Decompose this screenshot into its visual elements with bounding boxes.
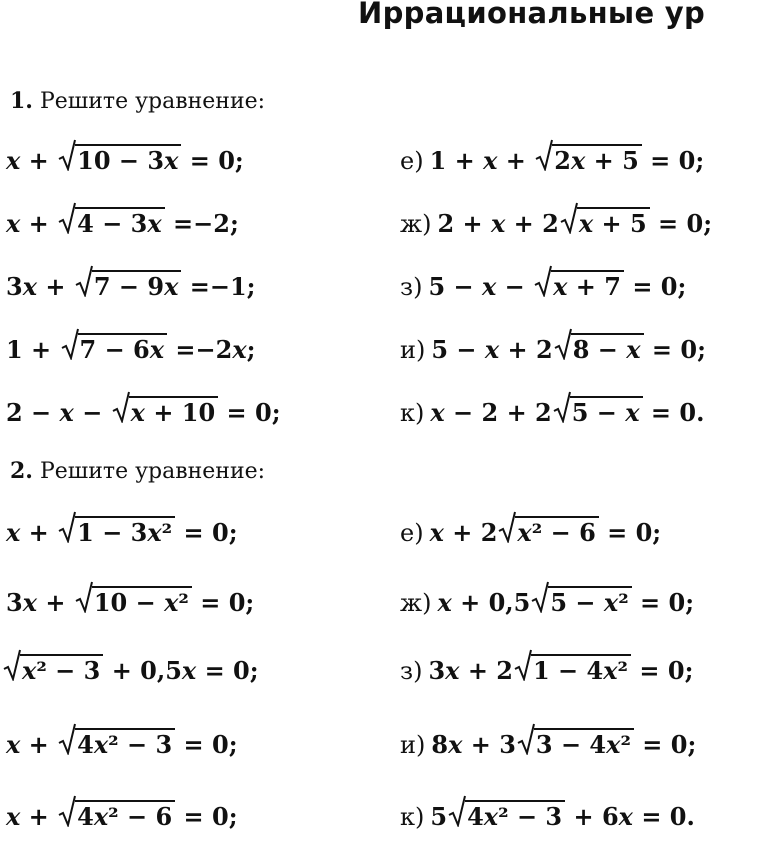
- item-label: з): [400, 273, 423, 301]
- section-1-heading: [10, 88, 265, 114]
- radicand: 5 − x: [570, 396, 643, 425]
- eq-pre: 5 − x + 2: [431, 335, 553, 364]
- eq-post: = 0;: [175, 730, 238, 759]
- section-2-heading-text: Решите уравнение:: [39, 459, 266, 484]
- radicand: 3 − 4x²: [534, 728, 634, 757]
- radical: [534, 273, 624, 299]
- section-1-heading-text: Решите уравнение:: [39, 89, 266, 114]
- item-label: е): [400, 519, 424, 547]
- eq-pre: x +: [6, 802, 58, 831]
- radical-sign-icon: [554, 328, 572, 360]
- radicand: 4x² − 3: [465, 800, 565, 829]
- radical: [553, 399, 643, 425]
- eq-post: = 0;: [641, 146, 705, 175]
- radical: [531, 589, 631, 615]
- radical-sign-icon: [58, 795, 76, 827]
- eq-pre: 1 + x +: [429, 146, 535, 175]
- eq-post: = 0;: [643, 335, 706, 364]
- radical: [61, 336, 168, 362]
- item-label: и): [400, 336, 426, 364]
- eq-pre: x +: [6, 209, 58, 238]
- eq-post: = 0;: [631, 656, 694, 685]
- radical-sign-icon: [3, 649, 21, 681]
- radicand: x + 7: [551, 270, 624, 299]
- radical: [517, 731, 634, 757]
- eq-pre: 3x + 2: [428, 656, 513, 685]
- radical-sign-icon: [534, 265, 552, 297]
- radicand: 1 − 3x²: [75, 516, 175, 545]
- item-label: з): [400, 657, 423, 685]
- radical: [560, 210, 650, 236]
- equation-2b: [6, 589, 254, 615]
- radical-sign-icon: [61, 328, 79, 360]
- radicand: 1 − 4x²: [531, 654, 631, 683]
- equation-1-ye: [400, 147, 704, 173]
- radicand: 4x² − 6: [75, 800, 175, 829]
- radical-sign-icon: [560, 202, 578, 234]
- radicand: 10 − x²: [92, 586, 192, 615]
- eq-post: = 0;: [649, 209, 713, 238]
- page-title: Иррациональные ур: [358, 0, 706, 30]
- radical-sign-icon: [75, 581, 93, 613]
- eq-post: = 0.: [642, 398, 705, 427]
- eq-post: = 0;: [598, 518, 662, 547]
- eq-post: =−2;: [164, 209, 239, 238]
- radical: [58, 210, 165, 236]
- eq-post: = 0;: [633, 730, 697, 759]
- section-2-heading: [10, 458, 265, 484]
- radical: [554, 336, 644, 362]
- item-label: е): [400, 147, 424, 175]
- radicand: x + 5: [577, 207, 650, 236]
- equation-2-ye: [400, 519, 661, 545]
- equation-1-zh: [400, 210, 712, 236]
- radicand: 7 − 9x: [92, 270, 182, 299]
- radical: [514, 657, 631, 683]
- radical-sign-icon: [58, 202, 76, 234]
- equation-2-k: [400, 803, 695, 829]
- equation-1-k: [400, 399, 704, 425]
- radical: [448, 803, 565, 829]
- equation-1c: [6, 273, 256, 299]
- equation-2-i: [400, 731, 696, 757]
- radical-sign-icon: [514, 649, 532, 681]
- radical: [3, 657, 103, 683]
- eq-post: = 0;: [175, 518, 238, 547]
- radical-sign-icon: [58, 723, 76, 755]
- item-label: к): [400, 803, 425, 831]
- radical-sign-icon: [535, 139, 553, 171]
- eq-pre: 2 − x −: [6, 398, 111, 427]
- eq-post: = 0;: [181, 146, 244, 175]
- eq-pre: 5 − x −: [428, 272, 534, 301]
- radicand: 4 − 3x: [75, 207, 165, 236]
- equation-1d: [6, 336, 256, 362]
- equation-2c: [2, 657, 259, 683]
- radicand: 5 − x²: [548, 586, 631, 615]
- eq-pre: 2 + x + 2: [437, 209, 559, 238]
- radical-sign-icon: [58, 511, 76, 543]
- eq-post: = 0;: [631, 588, 695, 617]
- eq-post: + 0,5x = 0;: [103, 656, 259, 685]
- eq-post: = 0;: [218, 398, 281, 427]
- eq-post: = 0;: [175, 802, 238, 831]
- eq-pre: x − 2 + 2: [430, 398, 552, 427]
- eq-pre: 3x +: [6, 272, 74, 301]
- equation-1-z: [400, 273, 686, 299]
- eq-pre: 3x +: [6, 588, 74, 617]
- section-1-number: 1.: [10, 88, 33, 114]
- radicand: 7 − 6x: [78, 333, 168, 362]
- radical-sign-icon: [498, 511, 516, 543]
- item-label: ж): [400, 210, 432, 238]
- eq-pre: x +: [6, 730, 58, 759]
- radical: [58, 731, 175, 757]
- radical-sign-icon: [448, 795, 466, 827]
- radical: [535, 147, 642, 173]
- item-label: к): [400, 399, 425, 427]
- radicand: x² − 3: [20, 654, 103, 683]
- radical: [75, 589, 192, 615]
- item-label: и): [400, 731, 426, 759]
- equation-2-zh: [400, 589, 694, 615]
- eq-pre: 8x + 3: [431, 730, 516, 759]
- eq-post: =−1;: [181, 272, 256, 301]
- radical: [58, 803, 175, 829]
- eq-pre: x + 0,5: [437, 588, 531, 617]
- section-2-number: 2.: [10, 458, 33, 484]
- radicand: x² − 6: [515, 516, 598, 545]
- eq-pre: 1 +: [6, 335, 60, 364]
- radical: [498, 519, 598, 545]
- radical-sign-icon: [531, 581, 549, 613]
- item-label: ж): [400, 589, 432, 617]
- eq-pre: 5: [430, 802, 448, 831]
- eq-post: =−2x;: [167, 335, 256, 364]
- equation-2d: [6, 731, 238, 757]
- radical-sign-icon: [58, 139, 76, 171]
- equation-1e: [6, 399, 281, 425]
- radical: [58, 147, 181, 173]
- equation-2e: [6, 803, 238, 829]
- equation-1a: [6, 147, 244, 173]
- eq-pre: x +: [6, 146, 58, 175]
- eq-pre: x + 2: [429, 518, 498, 547]
- radical-sign-icon: [112, 391, 130, 423]
- eq-pre: x +: [6, 518, 58, 547]
- radical-sign-icon: [75, 265, 93, 297]
- radical: [75, 273, 182, 299]
- radical-sign-icon: [553, 391, 571, 423]
- equation-1b: [6, 210, 239, 236]
- radicand: 4x² − 3: [75, 728, 175, 757]
- equation-2-z: [400, 657, 693, 683]
- equation-1-i: [400, 336, 706, 362]
- radical: [58, 519, 175, 545]
- radicand: 2x + 5: [552, 144, 642, 173]
- eq-post: = 0;: [191, 588, 255, 617]
- radicand: 10 − 3x: [75, 144, 181, 173]
- eq-post: + 6x = 0.: [565, 802, 695, 831]
- radicand: x + 10: [129, 396, 219, 425]
- equation-2a: [6, 519, 238, 545]
- radical: [112, 399, 219, 425]
- radical-sign-icon: [517, 723, 535, 755]
- radicand: 8 − x: [571, 333, 644, 362]
- eq-post: = 0;: [623, 272, 687, 301]
